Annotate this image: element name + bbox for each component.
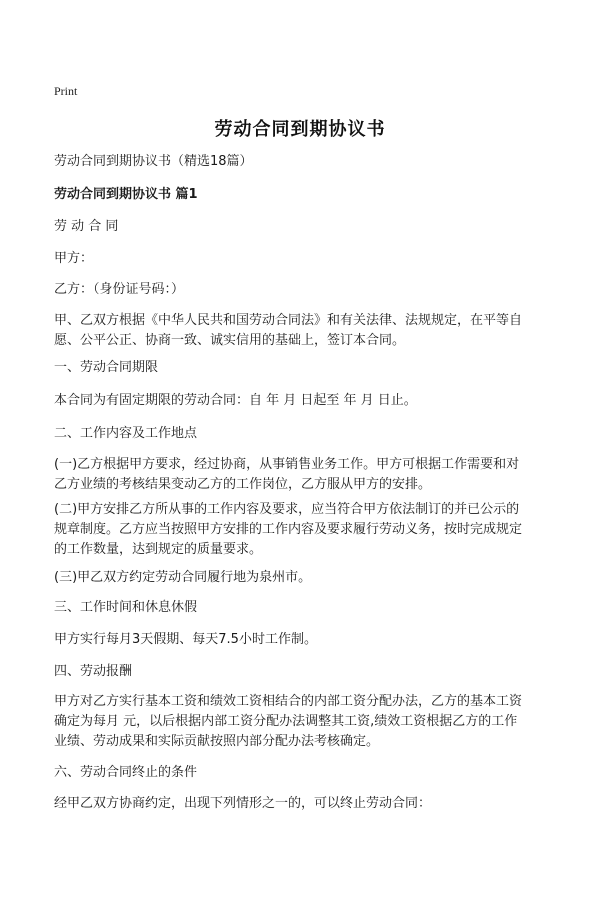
print-link[interactable]: Print bbox=[54, 84, 78, 98]
pay-paragraph bbox=[54, 692, 554, 752]
section-heading-pay: 四、劳动报酬 bbox=[54, 664, 133, 679]
page-title: 劳动合同到期协议书 bbox=[214, 119, 386, 140]
section-heading-term: 一、劳动合同期限 bbox=[54, 360, 159, 375]
contract-label: 劳 动 合 同 bbox=[54, 219, 119, 234]
section-heading-termination: 六、劳动合同终止的条件 bbox=[54, 765, 198, 780]
work-item-2-line: (二)甲方安排乙方所从事的工作内容及要求，应当符合甲方依法制订的并已公示的 bbox=[54, 502, 520, 517]
work-item-1-line: 乙方业绩的考核结果变动乙方的工作岗位，乙方服从甲方的安排。 bbox=[54, 477, 432, 492]
intro-paragraph bbox=[54, 311, 554, 351]
section-text-hours: 甲方实行每月3天假期、每天7.5小时工作制。 bbox=[54, 632, 317, 647]
pay-line: 甲方对乙方实行基本工资和绩效工资相结合的内部工资分配办法，乙方的基本工资 bbox=[54, 694, 523, 709]
work-item-1-line: (一)乙方根据甲方要求，经过协商，从事销售业务工作。甲方可根据工作需要和对 bbox=[54, 457, 520, 472]
section-text-term: 本合同为有固定期限的劳动合同：自 年 月 日起至 年 月 日止。 bbox=[54, 393, 417, 408]
intro-line: 愿、公平公正、协商一致、诚实信用的基础上，签订本合同。 bbox=[54, 333, 406, 348]
work-item-2 bbox=[54, 500, 554, 560]
section-heading-hours: 三、工作时间和休息休假 bbox=[54, 600, 198, 615]
work-item-1 bbox=[54, 455, 554, 495]
work-item-3: (三)甲乙双方约定劳动合同履行地为泉州市。 bbox=[54, 570, 312, 585]
section-heading-work: 二、工作内容及工作地点 bbox=[54, 426, 198, 441]
party-a-line: 甲方： bbox=[54, 251, 94, 266]
work-item-2-line: 的工作数量，达到规定的质量要求。 bbox=[54, 542, 263, 557]
section-text-termination: 经甲乙双方协商约定，出现下列情形之一的，可以终止劳动合同： bbox=[54, 796, 432, 811]
article-heading: 劳动合同到期协议书 篇1 bbox=[54, 187, 198, 202]
intro-line: 甲、乙双方根据《中华人民共和国劳动合同法》和有关法律、法规规定，在平等自 bbox=[54, 313, 523, 328]
pay-line: 业绩、劳动成果和实际贡献按照内部分配办法考核确定。 bbox=[54, 734, 380, 749]
party-b-line: 乙方：（身份证号码：） bbox=[54, 282, 185, 297]
work-item-2-line: 规章制度。乙方应当按照甲方安排的工作内容及要求履行劳动义务，按时完成规定 bbox=[54, 522, 523, 537]
pay-line: 确定为每月 元，以后根据内部工资分配办法调整其工资,绩效工资根据乙方的工作 bbox=[54, 714, 518, 729]
subtitle: 劳动合同到期协议书（精选18篇） bbox=[54, 154, 253, 169]
